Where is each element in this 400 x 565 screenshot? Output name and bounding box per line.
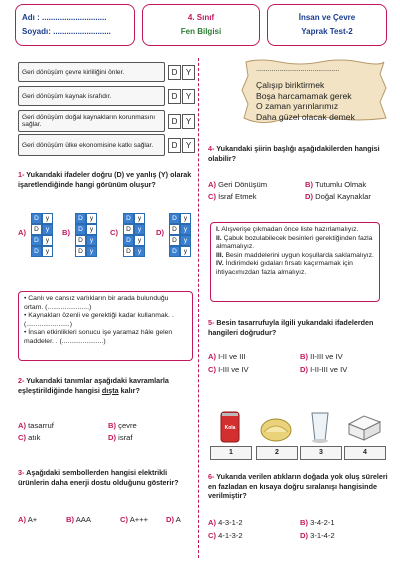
soda-can-label: Kola	[224, 425, 236, 431]
statement-1-y-box[interactable]: Y	[182, 65, 195, 80]
q3-option-d[interactable]: D) A	[166, 515, 181, 524]
q3-option-c[interactable]: C) A+++	[120, 515, 149, 524]
q5-option-a[interactable]: A) I-II ve III	[208, 352, 246, 361]
q1-option-c-cell: D	[123, 213, 134, 224]
q4-option-d[interactable]: D) Doğal Kaynaklar	[305, 192, 371, 201]
melon-icon	[256, 410, 296, 444]
header-subject-box	[142, 4, 260, 46]
statement-1: Geri dönüşüm çevre kirliliğini önler.	[18, 62, 165, 82]
q1-option-a-cell: D	[31, 213, 42, 224]
q6-question: 6- Yukarıda verilen atıkların doğada yok oluş süreleri en fazladan en kısaya doğru sıralanışı hangisinde verilmiştir?	[208, 472, 388, 500]
test-label: Yaprak Test-2	[301, 27, 353, 36]
q1-option-d[interactable]: D)	[156, 228, 165, 237]
q1-option-c-cell: y	[134, 213, 145, 224]
statement-3-y-box[interactable]: Y	[182, 114, 195, 129]
foam-box-icon	[344, 410, 384, 444]
item-2	[256, 410, 296, 444]
unit-label: İnsan ve Çevre	[298, 13, 356, 22]
q1-option-d-cell: y	[180, 213, 191, 224]
q1-option-a-cell: D	[31, 235, 42, 246]
subject-label: Fen Bilgisi	[180, 27, 222, 36]
poem-line-1: Çalışıp biriktirmek	[256, 80, 325, 90]
q5-question: 5- Besin tasarrufuyla ilgili yukarıdaki ifadelerden hangileri doğrudur?	[208, 318, 374, 337]
q6-option-d[interactable]: D) 3-1-4-2	[300, 531, 335, 540]
poem-title-dots: ...........................................	[256, 66, 340, 73]
q1-option-b-cell: y	[86, 246, 97, 257]
q6-option-a[interactable]: A) 4-3-1-2	[208, 518, 243, 527]
statement-2: Geri dönüşüm kaynak israfıdır.	[18, 86, 165, 106]
q1-option-c[interactable]: C)	[110, 228, 119, 237]
name-label: Adı : .............................	[22, 13, 107, 22]
q1-option-c-cell: D	[123, 224, 134, 235]
poem-text	[256, 80, 355, 122]
q1-option-c-cell: D	[123, 246, 134, 257]
q1-option-b-cell: y	[86, 213, 97, 224]
q1-question: 1- Yukarıdaki ifadeler doğru (D) ve yanlış (Y) olarak işaretlendiğinde hangi görünüm oluşur?	[18, 170, 192, 189]
item-3	[300, 410, 340, 444]
q1-option-c-cell: y	[134, 224, 145, 235]
column-divider	[198, 58, 199, 558]
q1-option-b-cell: y	[86, 224, 97, 235]
definition-1: • Canlı ve cansız varlıkların bir arada bulunduğu ortam. (......................)	[24, 295, 169, 311]
food-statements-box	[210, 222, 380, 302]
statement-4-y-box[interactable]: Y	[182, 138, 195, 153]
q6-option-b[interactable]: B) 3-4-2-1	[300, 518, 335, 527]
item-2-number: 2	[256, 446, 298, 460]
q1-option-a[interactable]: A)	[18, 228, 27, 237]
q3-option-b[interactable]: B) AAA	[66, 515, 91, 524]
q1-option-d-cell: y	[180, 235, 191, 246]
item-4-number: 4	[344, 446, 386, 460]
q2-question: 2- Yukarıdaki tanımlar aşağıdaki kavramlarla eşleştirildiğinde hangisi dışta kalır?	[18, 376, 169, 395]
statement-4-d-box[interactable]: D	[168, 138, 181, 153]
q1-option-d-cell: D	[169, 213, 180, 224]
food-statement-2: II. Çabuk bozulabilecek besinleri gerektiğinden fazla almamalıyız.	[216, 234, 373, 251]
q1-option-d-cell: y	[180, 224, 191, 235]
item-3-number: 3	[300, 446, 342, 460]
q1-option-a-cell: y	[42, 213, 53, 224]
q1-option-d-cell: D	[169, 224, 180, 235]
q5-option-b[interactable]: B) II-III ve IV	[300, 352, 343, 361]
poem-line-3: O zaman yarınlarımız	[256, 101, 339, 111]
q1-option-d-cell: D	[169, 235, 180, 246]
q1-option-a-cell: y	[42, 246, 53, 257]
q1-option-b[interactable]: B)	[62, 228, 71, 237]
q1-option-a-cell: y	[42, 224, 53, 235]
q1-option-d-cell: y	[180, 246, 191, 257]
q5-option-c[interactable]: C) I-III ve IV	[208, 365, 249, 374]
poem-line-4: Daha güzel olacak demek	[256, 111, 355, 122]
item-4	[344, 410, 384, 444]
q4-question: 4- Yukarıdaki şiirin başlığı aşağıdakilerden hangisi olabilir?	[208, 144, 380, 163]
q2-option-c[interactable]: C) atık	[18, 433, 41, 442]
food-statement-1: I. Alışverişe çıkmadan önce liste hazırlamalıyız.	[216, 226, 359, 233]
food-statement-3: III. Besin maddelerini uygun koşullarda saklamalıyız.	[216, 251, 374, 259]
q1-option-b-cell: D	[75, 235, 86, 246]
q5-option-d[interactable]: D) I-II-III ve IV	[300, 365, 348, 374]
statement-3-d-box[interactable]: D	[168, 114, 181, 129]
item-1-number: 1	[210, 446, 252, 460]
q2-option-d[interactable]: D) israf	[108, 433, 133, 442]
surname-label: Soyadı: ..........................	[22, 27, 111, 36]
food-statement-4: IV. İndirimdeki gıdaları fırsatı kaçırmamak için ihtiyacımızdan fazla almalıyız.	[216, 260, 353, 276]
q1-option-c-cell: D	[123, 235, 134, 246]
q1-option-a-cell: y	[42, 235, 53, 246]
definition-3: • İnsan etkinlikleri sonucu işe yaramaz hâle gelen maddeler. . (......................)	[24, 329, 173, 345]
header-test-box	[267, 4, 387, 46]
q4-option-a[interactable]: A) Geri Dönüşüm	[208, 180, 268, 189]
definition-2: • Kaynakları özenli ve gerektiği kadar kullanmak. . (.......................)	[24, 312, 174, 328]
q6-option-c[interactable]: C) 4-1-3-2	[208, 531, 243, 540]
header-name-box	[15, 4, 135, 46]
q1-option-c-cell: y	[134, 235, 145, 246]
statement-4: Geri dönüşüm ülke ekonomisine katkı sağlar.	[18, 134, 165, 156]
q1-option-b-cell: D	[75, 246, 86, 257]
statement-3: Geri dönüşüm doğal kaynakların korunmasını sağlar.	[18, 110, 165, 132]
q1-option-d-cell: D	[169, 246, 180, 257]
q4-option-b[interactable]: B) Tutumlu Olmak	[305, 180, 367, 189]
q1-option-b-cell: D	[75, 213, 86, 224]
q1-option-c-cell: y	[134, 246, 145, 257]
statement-1-d-box[interactable]: D	[168, 65, 181, 80]
q1-option-b-cell: D	[75, 224, 86, 235]
q4-option-c[interactable]: C) İsraf Etmek	[208, 192, 257, 201]
q2-option-a[interactable]: A) tasarruf	[18, 421, 54, 430]
grade-label: 4. Sınıf	[187, 13, 215, 22]
q2-option-b[interactable]: B) çevre	[108, 421, 137, 430]
statement-2-y-box[interactable]: Y	[182, 89, 195, 104]
q1-option-a-cell: D	[31, 246, 42, 257]
poem-line-2: Boşa harcamamak gerek	[256, 90, 352, 101]
statement-2-d-box[interactable]: D	[168, 89, 181, 104]
definitions-box	[18, 291, 193, 361]
q1-option-a-cell: D	[31, 224, 42, 235]
q3-option-a[interactable]: A) A+	[18, 515, 38, 524]
q3-question: 3- Aşağıdaki sembollerden hangisi elektrikli ürünlerin daha enerji dostu olduğunu gösterir?	[18, 468, 179, 487]
glass-icon	[300, 410, 340, 444]
q1-option-b-cell: y	[86, 235, 97, 246]
